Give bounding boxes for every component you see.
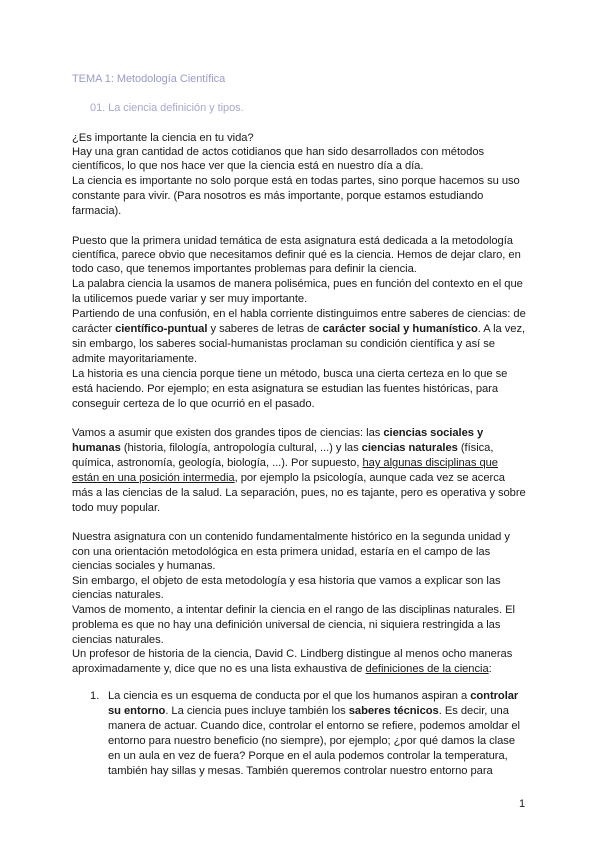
bold-term: saberes técnicos [348, 705, 439, 717]
text-run: (física, [457, 442, 494, 454]
list-item-line: entorno para nuestro beneficio (no siempre), por ejemplo; ¿por qué damos la clase [108, 735, 516, 747]
list-item-line: manera de actuar. Cuando dice, controlar el entorno se refiere, podemos amoldar el [108, 720, 520, 732]
list-item-line: en un aula en vez de fuera? Porque en el aula podemos controlar la temperatura, [108, 750, 508, 762]
paragraph-line: La historia es una ciencia porque tiene un método, busca una cierta certeza en lo que se [72, 368, 508, 380]
underlined-text: hay algunas disciplinas que [362, 457, 498, 469]
paragraph-line: Vamos de momento, a intentar definir la ciencia en el rango de las disciplinas naturales. El [72, 604, 515, 616]
paragraph-line [72, 441, 493, 455]
text-run: , por ejemplo la psicología, aunque cada vez se acerca [234, 472, 505, 484]
paragraph-line: La palabra ciencia la usamos de manera polisémica, pues en función del contexto en el que [72, 278, 523, 290]
bold-term: humanas [72, 442, 121, 454]
paragraph-line: Puesto que la primera unidad temática de esta asignatura está dedicada a la metodología [72, 235, 513, 247]
paragraph-line: todo muy popular. [72, 502, 161, 514]
paragraph-line: Hay una gran cantidad de actos cotidianos que han sido desarrollados con métodos [72, 146, 485, 158]
text-run: aproximadamente y, dice que no es una lista exhaustiva de [72, 663, 366, 675]
bold-term: su entorno [108, 705, 166, 717]
bold-term: controlar [470, 690, 519, 702]
text-run: . Es decir, una [438, 705, 509, 717]
paragraph-line: ¿Es importante la ciencia en tu vida? [72, 132, 254, 144]
text-run: y saberes de letras de [207, 323, 323, 335]
paragraph-line: constante para vivir. (Para nosotros es más importante, porque estamos estudiando [72, 190, 484, 202]
text-run: Vamos a asumir que existen dos grandes tipos de ciencias: las [72, 427, 384, 439]
paragraph-line: conseguir certeza de lo que ocurrió en el pasado. [72, 398, 315, 410]
underlined-text: definiciones de la ciencia [365, 663, 489, 675]
paragraph-line: con una orientación metodológica en esta primera unidad, estaría en el campo de las [72, 546, 491, 558]
paragraph-line: Un profesor de historia de la ciencia, David C. Lindberg distingue al menos ocho maneras [72, 648, 513, 660]
paragraph-line: la utilicemos puede variar y ser muy importante. [72, 293, 308, 305]
paragraph-line: Partiendo de una confusión, en el habla corriente distinguimos entre saberes de ciencias: de [72, 308, 526, 320]
underlined-text: están en una posición intermedia [72, 472, 235, 484]
list-item-line [108, 689, 518, 703]
paragraph-line: farmacia). [72, 205, 122, 217]
list-item-line: también hay sillas y mesas. También queremos controlar nuestro entorno para [108, 765, 493, 777]
paragraph-line [72, 456, 498, 470]
bold-term: ciencias sociales y [383, 427, 484, 439]
text-run: . La ciencia pues incluye también los [165, 705, 349, 717]
bold-term: ciencias naturales [361, 442, 458, 454]
list-number: 1. [90, 690, 100, 702]
text-run: : [488, 663, 492, 675]
text-run: (historia, filología, antropología cultural, ...) y las [120, 442, 362, 454]
section-heading: 01. La ciencia definición y tipos. [90, 102, 244, 114]
paragraph-line: más a las ciencias de la salud. La separación, pues, no es tajante, pero es operativa y sobre [72, 487, 526, 499]
text-run: La ciencia es un esquema de conducta por el que los humanos aspiran a [108, 690, 471, 702]
paragraph-line: científicos, lo que nos hace ver que la ciencia está en nuestro día a día. [72, 160, 424, 172]
paragraph-line: está haciendo. Por ejemplo; en esta asignatura se estudian las fuentes históricas, para [72, 383, 499, 395]
document-title: TEMA 1: Metodología Científica [72, 73, 226, 85]
bold-term: carácter social y humanístico [322, 323, 478, 335]
paragraph-line [72, 662, 492, 676]
bold-term: científico-puntual [115, 323, 208, 335]
paragraph-line: ciencias sociales y humanas. [72, 560, 216, 572]
paragraph-line: La ciencia es importante no solo porque está en todas partes, sino porque hacemos su uso [72, 175, 520, 187]
page-number: 1 [519, 798, 526, 810]
paragraph-line: ciencias naturales. [72, 634, 164, 646]
text-run: . A la vez, [477, 323, 526, 335]
paragraph-line: sin embargo, los saberes social-humanistas proclaman su condición científica y así se [72, 338, 495, 350]
paragraph-line: científica, parece obvio que necesitamos definir qué es la ciencia. Hemos de dejar claro, en [72, 249, 521, 261]
paragraph-line: Sin embargo, el objeto de esta metodología y esa historia que vamos a explicar son las [72, 575, 501, 587]
text-run: carácter [72, 323, 116, 335]
text-run: química, astronomía, geología, biología, ...). Por supuesto, [72, 457, 363, 469]
list-item-line [108, 704, 509, 718]
paragraph-line [72, 426, 483, 440]
paragraph-line: admite mayoritariamente. [72, 353, 198, 365]
paragraph-line [72, 322, 525, 336]
paragraph-line: problema es que no hay una definición universal de ciencia, ni siquiera restringida a las [72, 619, 501, 631]
paragraph-line: todo caso, que tenemos importantes problemas para definir la ciencia. [72, 263, 417, 275]
paragraph-line: ciencias naturales. [72, 589, 164, 601]
paragraph-line [72, 471, 505, 485]
paragraph-line: Nuestra asignatura con un contenido fundamentalmente histórico en la segunda unidad y [72, 531, 510, 543]
